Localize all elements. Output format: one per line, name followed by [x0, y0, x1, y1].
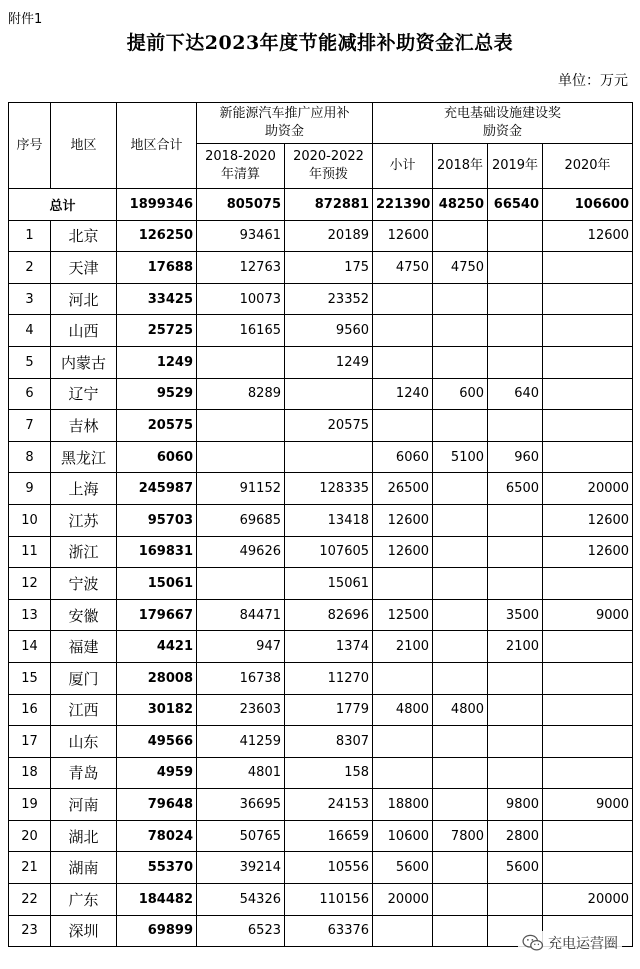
table-row: [9, 599, 633, 631]
row-charging-2018: [433, 884, 488, 916]
row-nev-2018-2020: [197, 346, 285, 378]
row-charging-2020: 12600: [543, 536, 633, 568]
row-charging-2019: [488, 536, 543, 568]
row-charging-subtotal: [373, 662, 433, 694]
row-charging-2019: [488, 726, 543, 758]
row-charging-2019: 6500: [488, 473, 543, 505]
row-region-total: 55370: [117, 852, 197, 884]
table-row: [9, 441, 633, 473]
total-charging-subtotal: 221390: [373, 189, 433, 221]
table-row: [9, 694, 633, 726]
row-charging-2018: [433, 915, 488, 947]
row-charging-2018: [433, 473, 488, 505]
row-nev-2018-2020: 10073: [197, 283, 285, 315]
row-charging-subtotal: 12500: [373, 599, 433, 631]
row-region-total: 69899: [117, 915, 197, 947]
row-charging-2020: 20000: [543, 884, 633, 916]
row-index: 21: [9, 852, 51, 884]
row-region: 湖北: [51, 820, 117, 852]
row-region: 天津: [51, 252, 117, 284]
row-charging-subtotal: 2100: [373, 631, 433, 663]
row-charging-2019: 960: [488, 441, 543, 473]
row-index: 2: [9, 252, 51, 284]
row-charging-2019: 640: [488, 378, 543, 410]
row-charging-2020: [543, 852, 633, 884]
row-region-total: 184482: [117, 884, 197, 916]
row-charging-subtotal: 10600: [373, 820, 433, 852]
row-region-total: 79648: [117, 789, 197, 821]
row-charging-2018: [433, 315, 488, 347]
row-charging-2019: [488, 694, 543, 726]
row-nev-2020-2022: 13418: [285, 504, 373, 536]
row-charging-2020: 12600: [543, 504, 633, 536]
row-nev-2018-2020: 50765: [197, 820, 285, 852]
row-nev-2020-2022: 20575: [285, 410, 373, 442]
row-charging-subtotal: 12600: [373, 536, 433, 568]
row-nev-2020-2022: 158: [285, 757, 373, 789]
unit-label: 单位：万元: [558, 73, 628, 89]
row-region: 青岛: [51, 757, 117, 789]
row-index: 17: [9, 726, 51, 758]
row-charging-2018: [433, 410, 488, 442]
row-region-total: 126250: [117, 220, 197, 252]
row-charging-2020: [543, 378, 633, 410]
row-region-total: 28008: [117, 662, 197, 694]
row-region: 厦门: [51, 662, 117, 694]
row-charging-2020: [543, 252, 633, 284]
row-nev-2018-2020: 41259: [197, 726, 285, 758]
row-index: 4: [9, 315, 51, 347]
header-index: 序号: [9, 103, 51, 189]
row-charging-2019: 2100: [488, 631, 543, 663]
row-region: 深圳: [51, 915, 117, 947]
row-nev-2018-2020: 16738: [197, 662, 285, 694]
row-nev-2018-2020: 12763: [197, 252, 285, 284]
row-nev-2018-2020: [197, 441, 285, 473]
row-index: 8: [9, 441, 51, 473]
row-charging-2020: [543, 757, 633, 789]
table-row: [9, 220, 633, 252]
row-nev-2020-2022: 63376: [285, 915, 373, 947]
row-charging-2020: [543, 662, 633, 694]
row-charging-subtotal: 1240: [373, 378, 433, 410]
row-nev-2018-2020: 36695: [197, 789, 285, 821]
row-region-total: 169831: [117, 536, 197, 568]
row-nev-2018-2020: 39214: [197, 852, 285, 884]
row-charging-2019: 3500: [488, 599, 543, 631]
table-row: [9, 473, 633, 505]
row-charging-2018: [433, 220, 488, 252]
row-nev-2018-2020: [197, 410, 285, 442]
row-nev-2020-2022: 82696: [285, 599, 373, 631]
row-charging-2020: [543, 631, 633, 663]
row-charging-subtotal: 4800: [373, 694, 433, 726]
row-charging-2019: [488, 410, 543, 442]
row-nev-2020-2022: 9560: [285, 315, 373, 347]
row-region: 山西: [51, 315, 117, 347]
row-region: 湖南: [51, 852, 117, 884]
row-region-total: 17688: [117, 252, 197, 284]
row-region: 宁波: [51, 568, 117, 600]
row-charging-2018: 5100: [433, 441, 488, 473]
row-nev-2020-2022: 107605: [285, 536, 373, 568]
row-charging-2018: [433, 852, 488, 884]
row-charging-2019: [488, 346, 543, 378]
row-charging-2020: [543, 283, 633, 315]
row-index: 7: [9, 410, 51, 442]
row-index: 12: [9, 568, 51, 600]
row-index: 5: [9, 346, 51, 378]
row-nev-2020-2022: 1374: [285, 631, 373, 663]
row-charging-subtotal: [373, 726, 433, 758]
row-region-total: 95703: [117, 504, 197, 536]
row-nev-2020-2022: [285, 441, 373, 473]
row-charging-subtotal: 18800: [373, 789, 433, 821]
row-nev-2018-2020: 91152: [197, 473, 285, 505]
row-nev-2020-2022: 23352: [285, 283, 373, 315]
row-index: 3: [9, 283, 51, 315]
row-nev-2018-2020: 16165: [197, 315, 285, 347]
row-nev-2018-2020: 6523: [197, 915, 285, 947]
row-nev-2018-2020: 8289: [197, 378, 285, 410]
row-region-total: 30182: [117, 694, 197, 726]
row-index: 18: [9, 757, 51, 789]
row-charging-subtotal: 12600: [373, 504, 433, 536]
row-charging-2019: [488, 757, 543, 789]
row-nev-2020-2022: 175: [285, 252, 373, 284]
row-region-total: 9529: [117, 378, 197, 410]
row-index: 20: [9, 820, 51, 852]
row-region-total: 15061: [117, 568, 197, 600]
table-row: [9, 631, 633, 663]
attachment-label: 附件1: [8, 12, 43, 27]
row-region: 吉林: [51, 410, 117, 442]
row-charging-2019: [488, 252, 543, 284]
row-charging-2019: [488, 283, 543, 315]
table-row: [9, 283, 633, 315]
row-charging-2018: [433, 631, 488, 663]
row-index: 11: [9, 536, 51, 568]
total-nev-2020-2022: 872881: [285, 189, 373, 221]
row-charging-2020: 12600: [543, 220, 633, 252]
row-region: 上海: [51, 473, 117, 505]
row-charging-2019: 2800: [488, 820, 543, 852]
total-nev-2018-2020: 805075: [197, 189, 285, 221]
row-region-total: 245987: [117, 473, 197, 505]
row-region: 福建: [51, 631, 117, 663]
row-nev-2018-2020: 49626: [197, 536, 285, 568]
row-nev-2020-2022: 128335: [285, 473, 373, 505]
header-charging-2018: 2018年: [433, 144, 488, 189]
row-region-total: 179667: [117, 599, 197, 631]
table-row: [9, 884, 633, 916]
row-charging-2020: [543, 315, 633, 347]
table-row: [9, 662, 633, 694]
row-index: 13: [9, 599, 51, 631]
wechat-icon: [522, 934, 544, 952]
row-index: 14: [9, 631, 51, 663]
header-nev-group: 新能源汽车推广应用补助资金: [197, 103, 373, 144]
row-charging-2018: 4750: [433, 252, 488, 284]
table-row: [9, 852, 633, 884]
header-charging-2019: 2019年: [488, 144, 543, 189]
table-row: [9, 757, 633, 789]
row-charging-2020: [543, 820, 633, 852]
row-index: 16: [9, 694, 51, 726]
row-charging-2018: [433, 757, 488, 789]
row-nev-2018-2020: 54326: [197, 884, 285, 916]
row-charging-2020: [543, 694, 633, 726]
row-index: 6: [9, 378, 51, 410]
row-charging-subtotal: [373, 283, 433, 315]
row-charging-2019: [488, 220, 543, 252]
total-region-total: 1899346: [117, 189, 197, 221]
row-charging-2018: [433, 536, 488, 568]
row-charging-2018: [433, 283, 488, 315]
row-charging-2020: 9000: [543, 599, 633, 631]
row-charging-subtotal: 4750: [373, 252, 433, 284]
row-charging-2020: [543, 441, 633, 473]
row-nev-2020-2022: [285, 378, 373, 410]
row-charging-2018: [433, 599, 488, 631]
row-region: 浙江: [51, 536, 117, 568]
row-charging-2018: [433, 346, 488, 378]
table-row: [9, 315, 633, 347]
row-region-total: 20575: [117, 410, 197, 442]
row-region-total: 4959: [117, 757, 197, 789]
row-charging-2020: [543, 726, 633, 758]
row-region-total: 25725: [117, 315, 197, 347]
row-charging-subtotal: [373, 757, 433, 789]
row-charging-2018: [433, 504, 488, 536]
row-region: 江西: [51, 694, 117, 726]
row-charging-2019: [488, 568, 543, 600]
row-charging-2019: [488, 315, 543, 347]
row-charging-2018: 4800: [433, 694, 488, 726]
row-charging-2019: 5600: [488, 852, 543, 884]
row-nev-2020-2022: 24153: [285, 789, 373, 821]
row-nev-2020-2022: 11270: [285, 662, 373, 694]
row-charging-2019: [488, 662, 543, 694]
row-region: 黑龙江: [51, 441, 117, 473]
row-region-total: 4421: [117, 631, 197, 663]
row-index: 10: [9, 504, 51, 536]
row-charging-2019: [488, 884, 543, 916]
row-region-total: 1249: [117, 346, 197, 378]
row-charging-2018: [433, 789, 488, 821]
row-nev-2018-2020: 93461: [197, 220, 285, 252]
table-row: [9, 410, 633, 442]
row-region: 广东: [51, 884, 117, 916]
row-index: 15: [9, 662, 51, 694]
row-charging-2018: 7800: [433, 820, 488, 852]
row-charging-subtotal: 5600: [373, 852, 433, 884]
table-row: [9, 378, 633, 410]
total-charging-2020: 106600: [543, 189, 633, 221]
row-charging-subtotal: [373, 410, 433, 442]
header-charging-group: 充电基础设施建设奖励资金: [373, 103, 633, 144]
total-label: 总计: [9, 189, 117, 221]
table-row: [9, 252, 633, 284]
row-nev-2018-2020: 69685: [197, 504, 285, 536]
table-row: [9, 346, 633, 378]
table-row: [9, 789, 633, 821]
row-index: 1: [9, 220, 51, 252]
row-region: 河北: [51, 283, 117, 315]
page-title: 提前下达2023年度节能减排补助资金汇总表: [126, 32, 514, 54]
row-index: 19: [9, 789, 51, 821]
row-charging-subtotal: [373, 915, 433, 947]
row-nev-2018-2020: 947: [197, 631, 285, 663]
header-charging-subtotal: 小计: [373, 144, 433, 189]
row-nev-2018-2020: [197, 568, 285, 600]
row-region-total: 33425: [117, 283, 197, 315]
row-charging-subtotal: 6060: [373, 441, 433, 473]
watermark-text: 充电运营圈: [548, 936, 618, 952]
header-nev-2018-2020: 2018-2020年清算: [197, 144, 285, 189]
header-region-total: 地区合计: [117, 103, 197, 189]
row-charging-2020: [543, 410, 633, 442]
row-nev-2020-2022: 20189: [285, 220, 373, 252]
total-charging-2019: 66540: [488, 189, 543, 221]
row-charging-subtotal: 20000: [373, 884, 433, 916]
row-charging-subtotal: [373, 346, 433, 378]
row-charging-2019: [488, 504, 543, 536]
row-index: 9: [9, 473, 51, 505]
row-nev-2020-2022: 1779: [285, 694, 373, 726]
header-charging-2020: 2020年: [543, 144, 633, 189]
table-row: [9, 568, 633, 600]
total-row: [9, 189, 633, 221]
watermark: [518, 931, 622, 955]
row-charging-2020: 9000: [543, 789, 633, 821]
row-nev-2018-2020: 23603: [197, 694, 285, 726]
row-region: 河南: [51, 789, 117, 821]
row-charging-subtotal: [373, 568, 433, 600]
table-row: [9, 536, 633, 568]
total-charging-2018: 48250: [433, 189, 488, 221]
table-row: [9, 820, 633, 852]
row-index: 22: [9, 884, 51, 916]
row-region: 内蒙古: [51, 346, 117, 378]
row-nev-2020-2022: 8307: [285, 726, 373, 758]
row-nev-2020-2022: 16659: [285, 820, 373, 852]
table-row: [9, 504, 633, 536]
row-charging-subtotal: 12600: [373, 220, 433, 252]
row-nev-2020-2022: 15061: [285, 568, 373, 600]
row-region-total: 49566: [117, 726, 197, 758]
row-region: 山东: [51, 726, 117, 758]
row-region-total: 78024: [117, 820, 197, 852]
row-nev-2020-2022: 110156: [285, 884, 373, 916]
row-charging-2019: 9800: [488, 789, 543, 821]
row-region: 江苏: [51, 504, 117, 536]
row-region: 北京: [51, 220, 117, 252]
row-charging-subtotal: [373, 315, 433, 347]
row-nev-2020-2022: 10556: [285, 852, 373, 884]
row-charging-2018: [433, 568, 488, 600]
row-region: 安徽: [51, 599, 117, 631]
row-charging-2020: 20000: [543, 473, 633, 505]
row-region-total: 6060: [117, 441, 197, 473]
row-charging-2018: [433, 662, 488, 694]
row-index: 23: [9, 915, 51, 947]
row-charging-2020: [543, 568, 633, 600]
row-nev-2020-2022: 1249: [285, 346, 373, 378]
row-nev-2018-2020: 4801: [197, 757, 285, 789]
funding-summary-table: [8, 102, 633, 947]
row-nev-2018-2020: 84471: [197, 599, 285, 631]
row-charging-2018: [433, 726, 488, 758]
table-row: [9, 726, 633, 758]
row-charging-2018: 600: [433, 378, 488, 410]
header-region: 地区: [51, 103, 117, 189]
row-region: 辽宁: [51, 378, 117, 410]
row-charging-2020: [543, 346, 633, 378]
row-charging-subtotal: 26500: [373, 473, 433, 505]
header-nev-2020-2022: 2020-2022年预拨: [285, 144, 373, 189]
